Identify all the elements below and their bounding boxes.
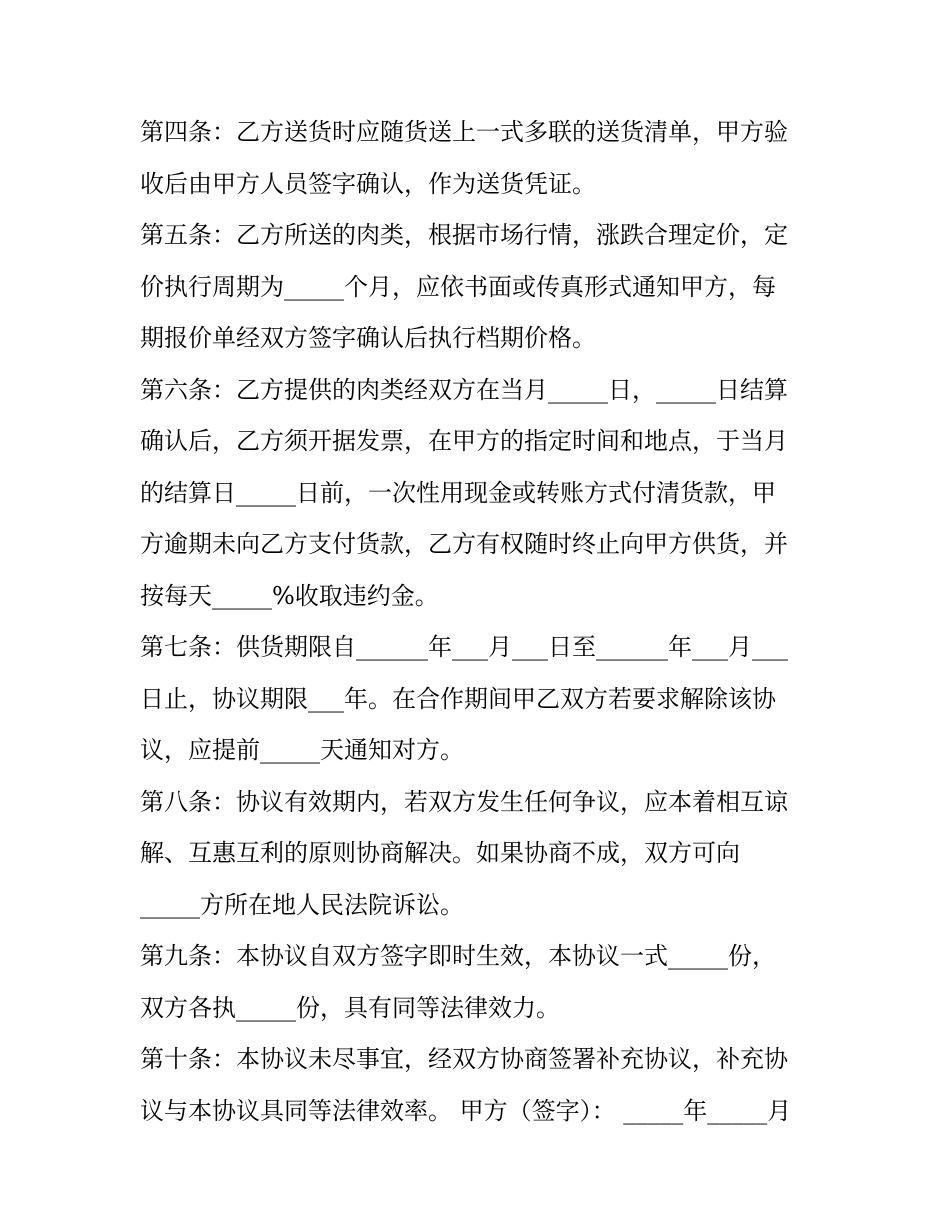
text-line: 第四条：乙方送货时应随货送上一式多联的送货清单，甲方验 — [140, 118, 788, 146]
text-line: 第五条：乙方所送的肉类，根据市场行情，涨跌合理定价，定 — [140, 221, 788, 249]
text-line: 第七条：供货期限自______年___月___日至______年___月___ — [140, 633, 788, 661]
text-line: 的结算日_____日前，一次性用现金或转账方式付清货款，甲 — [140, 478, 776, 507]
text-line: 第九条：本协议自双方签字即时生效，本协议一式_____份， — [140, 942, 776, 970]
text-line: 第八条：协议有效期内，若双方发生任何争议，应本着相互谅 — [140, 787, 788, 816]
text-line: 解、互惠互利的原则协商解决。如果协商不成，双方可向 — [140, 839, 740, 867]
contract-text — [140, 107, 830, 1137]
text-line: 收后由甲方人员签字确认，作为送货凭证。 — [140, 169, 596, 198]
text-line: 价执行周期为_____个月，应依书面或传真形式通知甲方，每 — [140, 272, 776, 301]
text-line: 第六条：乙方提供的肉类经双方在当月_____日，_____日结算 — [140, 375, 788, 404]
text-line: 双方各执_____份，具有同等法律效力。 — [140, 993, 560, 1022]
text-line: 确认后，乙方须开据发票，在甲方的指定时间和地点，于当月 — [140, 427, 788, 455]
text-line: 期报价单经双方签字确认后执行档期价格。 — [140, 324, 596, 352]
text-line: 议与本协议具同等法律效率。 甲方（签字）： _____年_____月 — [140, 1096, 792, 1125]
text-line: 日止，协议期限___年。在合作期间甲乙双方若要求解除该协 — [140, 684, 776, 713]
text-line: 方逾期未向乙方支付货款，乙方有权随时终止向甲方供货，并 — [140, 530, 788, 558]
text-line: _____方所在地人民法院诉讼。 — [140, 890, 464, 919]
text-line: 议，应提前_____天通知对方。 — [140, 736, 464, 764]
text-line: 第十条：本协议未尽事宜，经双方协商签署补充协议，补充协 — [140, 1045, 788, 1073]
text-line: 按每天_____%收取违约金。 — [140, 581, 439, 610]
